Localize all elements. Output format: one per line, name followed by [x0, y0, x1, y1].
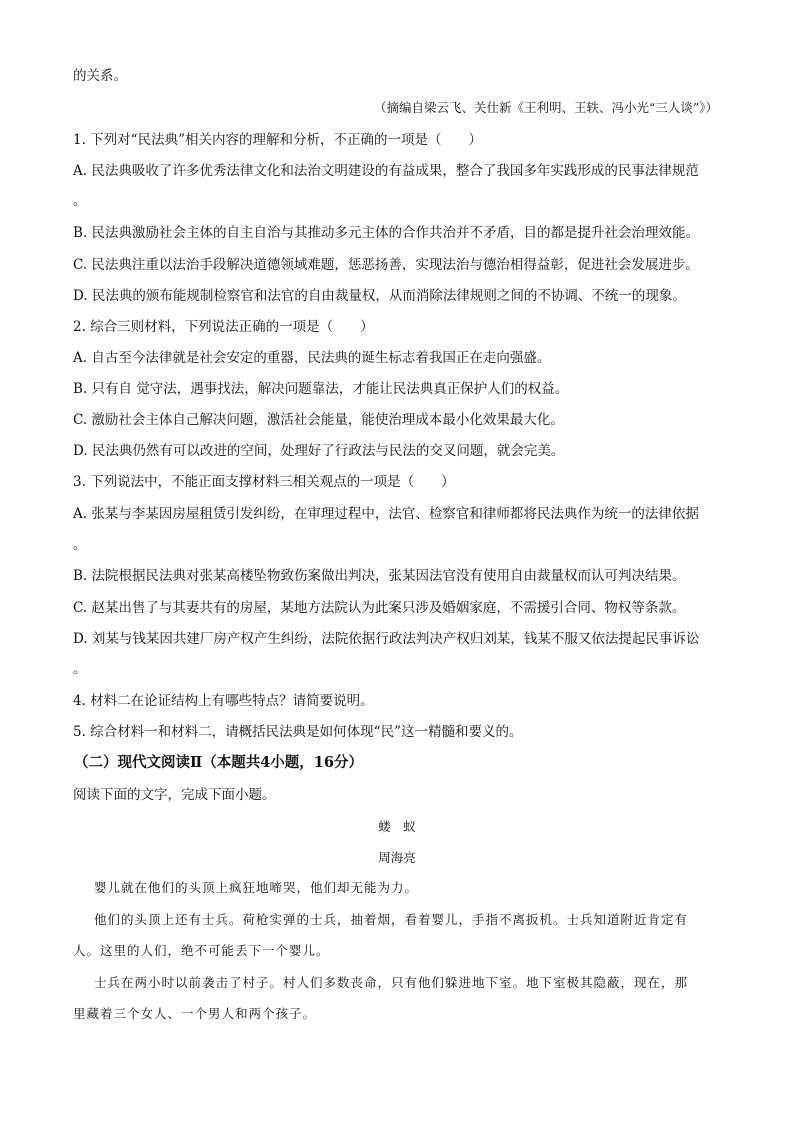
question-4: 4. 材料二在论证结构上有哪些特点？请简要说明。 — [73, 693, 374, 709]
story-paragraph-continued: 人。这里的人们，绝不可能丢下一个婴儿。 — [73, 943, 330, 958]
section-heading: （二）现代文阅读Ⅱ（本题共4小题，16分） — [74, 754, 363, 771]
question-1: 1. 下列对“民法典”相关内容的理解和分析，不正确的一项是（ ） — [73, 132, 482, 148]
q1-option-c: C. 民法典注重以法治手段解决道德领域难题，惩恶扬善，实现法治与德治相得益彰，促进社会发展进步。 — [73, 257, 699, 273]
question-5: 5. 综合材料一和材料二，请概括民法典是如何体现“民”这一精髓和要义的。 — [73, 724, 523, 740]
q1-option-a: A. 民法典吸收了许多优秀法律文化和法治文明建设的有益成果，整合了我国多年实践形成的民事法律规范 — [73, 163, 699, 179]
question-2: 2. 综合三则材料，下列说法正确的一项是（ ） — [73, 319, 374, 335]
q3-option-a: A. 张某与李某因房屋租赁引发纠纷，在审理过程中，法官、检察官和律师都将民法典作为统一的法律依据 — [73, 506, 699, 522]
story-author: 周海亮 — [378, 850, 416, 865]
q1-option-a-end: 。 — [73, 193, 87, 209]
q2-option-c: C. 激励社会主体自己解决问题，激活社会能量，能使治理成本最小化效果最大化。 — [73, 412, 564, 428]
q3-option-c: C. 赵某出售了与其妻共有的房屋，某地方法院认为此案只涉及婚姻家庭，不需援引合同、物权等条款。 — [73, 600, 686, 616]
question-3: 3. 下列说法中，不能正面支撑材料三相关观点的一项是（ ） — [73, 474, 455, 490]
q3-option-d: D. 刘某与钱某因共建厂房产权产生纠纷，法院依据行政法判决产权归刘某，钱某不服又依法提起民事诉讼 — [73, 631, 700, 647]
q1-option-d: D. 民法典的颁布能规制检察官和法官的自由裁量权，从而消除法律规则之间的不协调、不统一的现象。 — [73, 288, 686, 304]
story-paragraph: 婴儿就在他们的头顶上疯狂地啼哭，他们却无能为力。 — [94, 880, 419, 895]
q2-option-d: D. 民法典仍然有可以改进的空间，处理好了行政法与民法的交叉问题，就会完美。 — [73, 443, 565, 459]
q3-option-b: B. 法院根据民法典对张某高楼坠物致伤案做出判决，张某因法官没有使用自由裁量权而认可判决结果。 — [73, 568, 686, 584]
source-citation: （摘编自梁云飞、关仕新《王利明、王轶、冯小光“三人谈”》） — [373, 100, 718, 115]
story-paragraph: 他们的头顶上还有士兵。荷枪实弹的士兵，抽着烟，看着婴儿，手指不离扳机。士兵知道附近肯定有 — [94, 912, 689, 927]
q3-option-a-end: 。 — [73, 537, 87, 553]
q3-option-d-end: 。 — [73, 661, 87, 677]
reading-instruction: 阅读下面的文字，完成下面小题。 — [73, 787, 276, 803]
q2-option-a: A. 自古至今法律就是社会安定的重器，民法典的诞生标志着我国正在走向强盛。 — [73, 350, 551, 366]
story-paragraph: 士兵在两小时以前袭击了村子。村人们多数丧命，只有他们躲进地下室。地下室极其隐蔽，现在，那 — [94, 975, 689, 990]
q2-option-b: B. 只有自 觉守法，遇事找法，解决问题靠法，才能让民法典真正保护人们的权益。 — [73, 381, 569, 397]
q1-option-b: B. 民法典激励社会主体的自主自治与其推动多元主体的合作共治并不矛盾，目的都是提升社会治理效能。 — [73, 225, 700, 241]
story-paragraph-continued: 里藏着三个女人、一个男人和两个孩子。 — [73, 1006, 317, 1021]
story-title: 蝼 蚁 — [378, 819, 416, 834]
continued-text: 的关系。 — [73, 68, 127, 84]
